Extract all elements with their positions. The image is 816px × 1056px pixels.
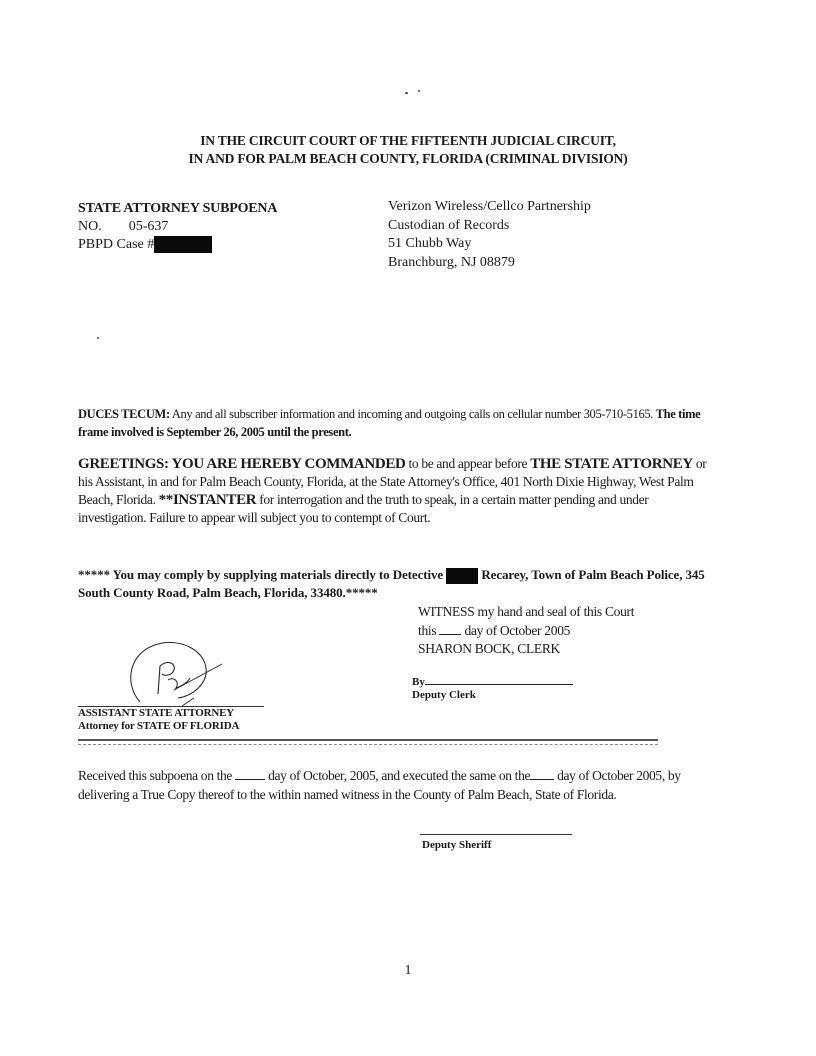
duces-tecum-timeframe: The time frame involved is September 26, 2005 until the present. — [78, 407, 701, 439]
by-label: By — [412, 676, 425, 688]
court-heading — [0, 132, 816, 168]
section-divider — [78, 739, 658, 745]
court-heading-line1: IN THE CIRCUIT COURT OF THE FIFTEENTH JUDICIAL CIRCUIT, — [200, 133, 616, 148]
received-paragraph — [78, 766, 698, 804]
sheriff-signature-line — [420, 834, 572, 835]
recipient-address — [388, 198, 591, 272]
greetings-text3: for interrogation and the truth to speak, in a certain matter pending and under investigation. Failure to appear will subject you to contempt of Court. — [78, 492, 649, 525]
recipient-line4: Branchburg, NJ 08879 — [388, 254, 515, 270]
deputy-clerk-signature — [412, 675, 573, 702]
greetings-text1: to be and appear before — [405, 456, 531, 471]
witness-this-label: this — [418, 622, 437, 638]
deputy-sheriff-label: Deputy Sheriff — [422, 839, 492, 851]
received-text3: day of October 2005, by delivering a True Copy thereof to the within named witness in the County of Palm Beach, State of Florida. — [78, 768, 681, 802]
executed-day-blank — [530, 767, 554, 780]
deputy-clerk-label: Deputy Clerk — [412, 689, 476, 701]
recipient-line1: Verizon Wireless/Cellco Partnership — [388, 199, 591, 214]
comply-text1: ***** You may comply by supplying materials directly to Detective — [78, 567, 447, 582]
greetings-paragraph — [78, 455, 708, 527]
recipient-line2: Custodian of Records — [388, 217, 510, 233]
witness-date-rest: day of October 2005 — [461, 622, 571, 638]
duces-tecum-label: DUCES TECUM: — [78, 407, 170, 421]
witness-line1: WITNESS my hand and seal of this Court — [418, 604, 635, 619]
attorney-title: ASSISTANT STATE ATTORNEY — [78, 707, 234, 719]
day-blank — [439, 622, 461, 635]
page-number: 1 — [404, 963, 412, 978]
attorney-block — [78, 707, 239, 733]
comply-text2: Recarey, Town of Palm Beach Police, 345 South County Road, Palm Beach, Florida, 33480.***** — [78, 567, 705, 601]
case-number-label: PBPD Case # — [78, 237, 155, 252]
case-number — [78, 236, 277, 254]
scan-speck — [418, 90, 420, 92]
subpoena-number — [78, 218, 277, 236]
duces-tecum-paragraph — [78, 405, 708, 441]
comply-paragraph — [78, 566, 718, 602]
greetings-instanter: **INSTANTER — [158, 492, 257, 508]
duces-tecum-text: Any and all subscriber information and incoming and outgoing calls on cellular number 305-710-5165. — [169, 407, 654, 421]
subpoena-number-label: NO. — [78, 219, 102, 234]
by-signature-blank — [425, 675, 573, 685]
scan-speck — [405, 92, 408, 94]
greetings-label: GREETINGS: YOU ARE HEREBY COMMANDED — [78, 456, 406, 472]
witness-date-line — [418, 622, 634, 641]
recipient-line3: 51 Chubb Way — [388, 236, 472, 251]
subpoena-info — [78, 200, 277, 254]
clerk-name: SHARON BOCK, CLERK — [418, 641, 560, 656]
redaction-box — [154, 236, 212, 253]
attorney-for: Attorney for STATE OF FLORIDA — [78, 720, 240, 732]
greetings-state-attorney: THE STATE ATTORNEY — [530, 456, 693, 472]
witness-block — [418, 603, 634, 659]
received-day-blank — [235, 767, 265, 780]
redaction-box — [446, 568, 478, 584]
received-text2: day of October, 2005, and executed the same on the — [265, 768, 531, 783]
greetings-text2: or his Assistant, in and for Palm Beach County, Florida, at the State Attorney's Office, 401 North Dixie Highway, West Palm Beach, Florida. — [78, 456, 707, 507]
scan-speck — [97, 337, 99, 339]
court-heading-line2: IN AND FOR PALM BEACH COUNTY, FLORIDA (CRIMINAL DIVISION) — [188, 151, 628, 166]
received-text1: Received this subpoena on the — [78, 768, 236, 783]
subpoena-number-value: 05-637 — [128, 219, 169, 234]
by-line — [412, 675, 573, 689]
subpoena-title: STATE ATTORNEY SUBPOENA — [78, 201, 278, 216]
handwritten-signature — [118, 632, 238, 712]
